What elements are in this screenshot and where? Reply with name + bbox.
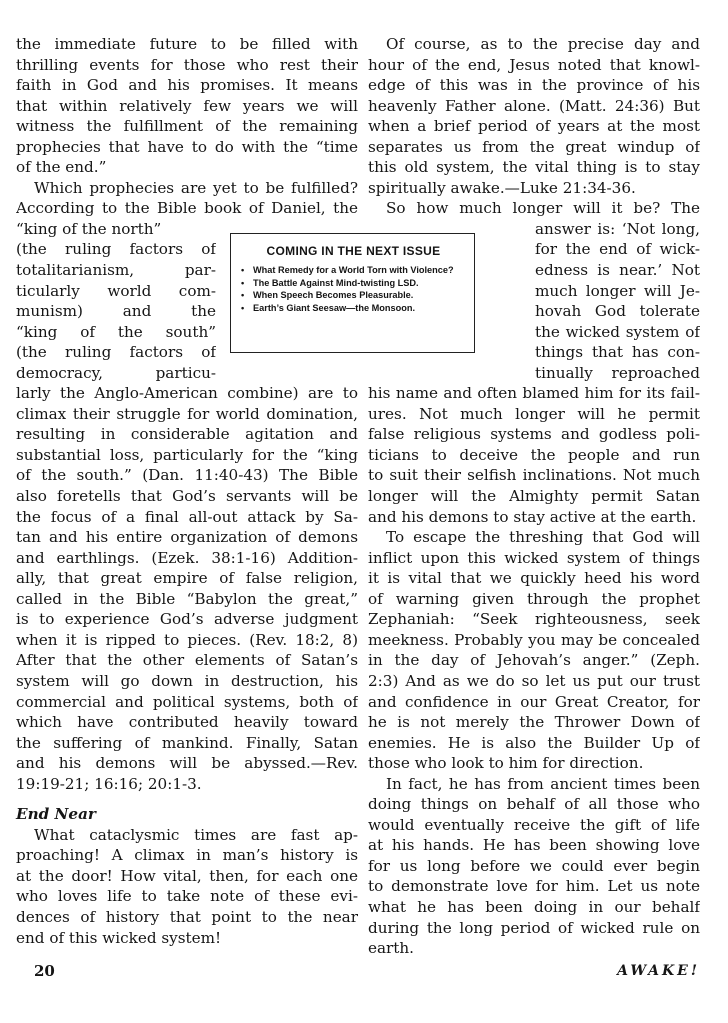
right-text-after-box <box>368 383 700 958</box>
text-line: the wicked system of <box>535 322 700 341</box>
text-line: ticians to deceive the people and run <box>368 445 700 464</box>
text-line: “king of the north” <box>16 219 162 238</box>
text-line: commercial and political systems, both of <box>16 692 358 711</box>
text-line: the suffering of mankind. Finally, Satan <box>16 733 358 752</box>
right-text-beside-box <box>535 219 700 383</box>
text-line: heavenly Father alone. (Matt. 24:36) But <box>368 96 700 115</box>
bullet-icon: • <box>241 265 245 275</box>
text-line: that within relatively few years we will <box>16 96 358 115</box>
text-line: thrilling events for those who rest their <box>16 55 358 74</box>
text-line: 19:19-21; 16:16; 20:1-3. <box>16 774 202 793</box>
text-line: prophecies that have to do with the “time <box>16 137 358 156</box>
text-line: faith in God and his promises. It means <box>16 76 358 95</box>
text-line: is to experience God’s adverse judgment <box>16 610 358 629</box>
right-column <box>368 34 700 959</box>
text-line: during the long period of wicked rule on <box>368 918 700 937</box>
text-line: to demonstrate love for him. Let us note <box>368 877 700 896</box>
text-line: in the day of Jehovah’s anger.” (Zeph. <box>368 651 700 670</box>
text-line: end of this wicked system! <box>16 928 222 947</box>
text-line: and his demons to stay active at the earth. <box>368 507 697 526</box>
page-number: 20 <box>34 962 55 980</box>
text-line: those who look to him for direction. <box>368 754 644 773</box>
text-line: system will go down in destruction, his <box>16 671 358 690</box>
text-line: resulting in considerable agitation and <box>16 425 358 444</box>
text-line: larly the Anglo-American combine) are to <box>16 384 358 403</box>
text-line: hovah God tolerate <box>535 302 700 321</box>
text-line: when a brief period of years at the most <box>368 117 700 136</box>
text-line: he is not merely the Thrower Down of <box>368 713 700 732</box>
text-line: Zephaniah: “Seek righteousness, seek <box>368 610 700 629</box>
text-line: much longer will Je- <box>535 281 700 300</box>
text-line: separates us from the great windup of <box>368 137 700 156</box>
text-line: 2:3) And as we do so let us put our trust <box>368 671 700 690</box>
text-line: After that the other elements of Satan’s <box>16 651 358 670</box>
text-line: munism) and the <box>16 302 216 321</box>
text-line: ures. Not much longer will he permit <box>368 404 700 423</box>
text-line: this old system, the vital thing is to stay <box>368 158 700 177</box>
next-issue-item-text: The Battle Against Mind-twisting LSD. <box>253 277 419 288</box>
text-line: at the door! How vital, then, for each one <box>16 866 358 885</box>
next-issue-item <box>241 289 466 302</box>
text-line: for the end of wick- <box>535 240 700 259</box>
text-line: democracy, particu- <box>16 363 216 382</box>
text-line: when it is ripped to pieces. (Rev. 18:2, 8) <box>16 630 358 649</box>
bullet-icon: • <box>241 302 245 313</box>
bullet-icon: • <box>241 290 245 300</box>
text-line: for us long before we could ever begin <box>368 856 700 875</box>
text-line: to suit their selfish inclinations. Not much <box>368 466 700 485</box>
text-line: earth. <box>368 939 415 958</box>
next-issue-item <box>241 264 466 277</box>
text-line: ally, that great empire of false religion, <box>16 569 358 588</box>
right-text-before-box <box>368 34 700 219</box>
next-issue-item-text: Earth’s Giant Seesaw—the Monsoon. <box>253 302 416 313</box>
text-line: inflict upon this wicked system of things <box>368 548 700 567</box>
text-line: In fact, he has from ancient times been <box>386 774 700 793</box>
text-line: edness is near.’ Not <box>535 261 700 280</box>
text-line: dences of history that point to the near <box>16 907 358 926</box>
text-line: hour of the end, Jesus noted that knowl- <box>368 55 700 74</box>
text-line: false religious systems and godless poli- <box>368 425 700 444</box>
text-line: According to the Bible book of Daniel, the <box>16 199 358 218</box>
text-line: called in the Bible “Babylon the great,” <box>16 589 358 608</box>
text-line: tan and his entire organization of demons <box>16 528 358 547</box>
next-issue-item <box>241 277 466 290</box>
text-line: and confidence in our Great Creator, for <box>368 692 700 711</box>
text-line: witness the fulfillment of the remaining <box>16 117 358 136</box>
section-heading: End Near <box>16 805 96 824</box>
text-line: (the ruling factors of <box>16 240 216 259</box>
text-line: of warning given through the prophet <box>368 589 700 608</box>
text-line: also foretells that God’s servants will be <box>16 487 358 506</box>
text-line: things that has con- <box>535 343 700 362</box>
next-issue-item-text: What Remedy for a World Torn with Violence? <box>253 265 454 275</box>
text-line: substantial loss, particularly for the “king <box>16 445 358 464</box>
text-line: of the end.” <box>16 158 107 177</box>
text-line: So how much longer will it be? The <box>386 199 700 218</box>
text-line: To escape the threshing that God will <box>386 528 700 547</box>
text-line: and his demons will be abyssed.—Rev. <box>16 754 358 773</box>
text-line: spiritually awake.—Luke 21:34-36. <box>368 178 636 197</box>
left-text-after-heading <box>16 825 358 948</box>
text-line: proaching! A climax in man’s history is <box>16 846 358 865</box>
text-line: longer will the Almighty permit Satan <box>368 487 700 506</box>
text-line: What cataclysmic times are fast ap- <box>34 825 358 844</box>
left-column <box>16 34 358 948</box>
text-line: totalitarianism, par- <box>16 261 216 280</box>
left-text-before-box <box>16 34 358 239</box>
next-issue-title: COMING IN THE NEXT ISSUE <box>266 244 441 258</box>
text-line: climax their struggle for world domination, <box>16 404 358 423</box>
left-text-after-box <box>16 383 358 794</box>
text-line: the focus of a final all-out attack by Sa- <box>16 507 358 526</box>
text-line: what he has been doing in our behalf <box>368 897 700 916</box>
text-line: “king of the south” <box>16 322 216 341</box>
text-line: who loves life to take note of these evi- <box>16 887 358 906</box>
next-issue-list <box>241 264 466 314</box>
text-line: Of course, as to the precise day and <box>386 35 700 53</box>
text-line: ticularly world com- <box>16 281 216 300</box>
next-issue-item <box>241 302 466 315</box>
text-line: it is vital that we quickly heed his word <box>368 569 700 588</box>
text-line: edge of this was in the province of his <box>368 76 700 95</box>
bullet-icon: • <box>241 277 245 288</box>
text-line: enemies. He is also the Builder Up of <box>368 733 700 752</box>
text-line: meekness. Probably you may be concealed <box>368 630 700 649</box>
text-line: his name and often blamed him for its fail- <box>368 384 700 403</box>
text-line: answer is: ‘Not long, <box>535 219 700 238</box>
magazine-name: AWAKE! <box>617 963 700 979</box>
next-issue-item-text: When Speech Becomes Pleasurable. <box>253 290 414 300</box>
text-line: the immediate future to be filled with <box>16 35 358 53</box>
text-line: which have contributed heavily toward <box>16 713 358 732</box>
text-line: doing things on behalf of all those who <box>368 795 700 814</box>
next-issue-box <box>230 233 475 353</box>
text-line: would eventually receive the gift of life <box>368 815 700 834</box>
text-line: at his hands. He has been showing love <box>368 836 700 855</box>
text-line: and earthlings. (Ezek. 38:1-16) Addition- <box>16 548 358 567</box>
text-line: (the ruling factors of <box>16 343 216 362</box>
text-line: Which prophecies are yet to be fulfilled? <box>34 178 358 197</box>
text-line: of the south.” (Dan. 11:40-43) The Bible <box>16 466 358 485</box>
text-line: tinually reproached <box>535 363 700 382</box>
left-text-beside-box <box>16 239 216 383</box>
